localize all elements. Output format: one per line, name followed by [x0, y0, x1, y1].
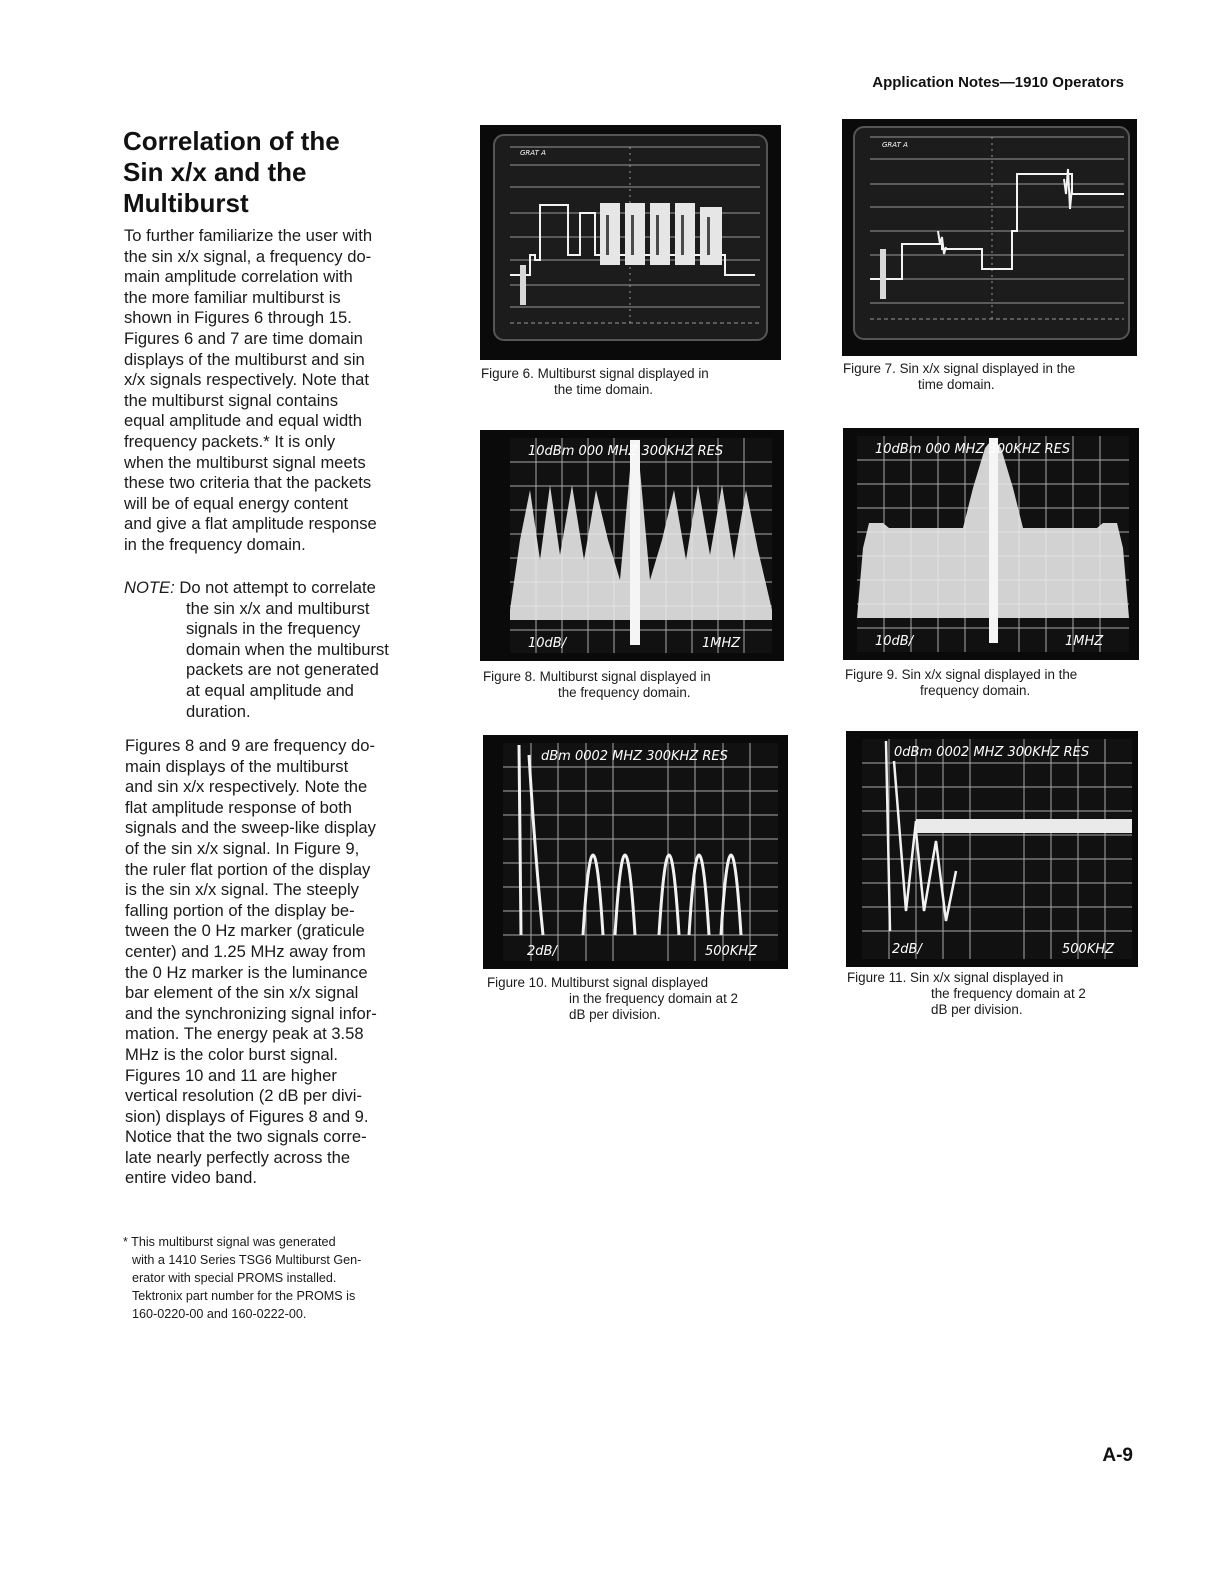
- scope-span-readout: 500KHZ: [705, 944, 758, 959]
- text-line: Figures 10 and 11 are higher: [125, 1065, 337, 1085]
- scope-scale-readout: 2dB/: [892, 942, 922, 957]
- figure-7-caption: [843, 361, 1075, 393]
- scope-span-readout: 1MHZ: [1065, 634, 1104, 649]
- text-line: domain when the multiburst: [186, 639, 389, 659]
- text-line: late nearly perfectly across the: [125, 1147, 351, 1167]
- scope-top-readout: 10dBm 000 MHZ 300KHZ RES: [528, 444, 724, 459]
- title-line: Sin x/x and the: [123, 157, 307, 187]
- caption-line: time domain.: [918, 377, 995, 392]
- text-line: MHz is the color burst signal.: [125, 1044, 339, 1064]
- text-line: is the sin x/x signal. The steeply: [125, 880, 359, 900]
- text-line: equal amplitude and equal width: [124, 411, 363, 431]
- figure-9-caption: [845, 667, 1077, 699]
- title-line: Multiburst: [123, 188, 249, 218]
- figure-10-scope-photo: [483, 735, 788, 969]
- text-line: erator with special PROMS installed.: [132, 1271, 337, 1285]
- text-line: entire video band.: [125, 1168, 257, 1188]
- text-line: the ruler flat portion of the display: [125, 859, 371, 879]
- text-line: and the synchronizing signal infor-: [125, 1003, 377, 1023]
- text-line: displays of the multiburst and sin: [124, 349, 365, 369]
- note-text: Do not attempt to correlate: [179, 578, 376, 597]
- figure-8-scope-photo: [480, 430, 784, 661]
- caption-line: dB per division.: [569, 1007, 661, 1022]
- caption-line: Figure 9. Sin x/x signal displayed in the: [845, 667, 1078, 682]
- text-line: packets are not generated: [186, 660, 379, 680]
- graticule-label: GRAT A: [520, 149, 546, 157]
- text-line: mation. The energy peak at 3.58: [125, 1024, 364, 1044]
- scope-scale-readout: 10dB/: [875, 634, 914, 649]
- section-title: [123, 126, 423, 219]
- text-line: flat amplitude response of both: [125, 797, 352, 817]
- text-line: * This multiburst signal was generated: [123, 1235, 336, 1249]
- running-header: Application Notes—1910 Operators: [872, 74, 1124, 91]
- scope-top-readout: dBm 0002 MHZ 300KHZ RES: [541, 749, 728, 764]
- text-line: falling portion of the display be-: [125, 900, 355, 920]
- caption-line: the time domain.: [554, 382, 653, 397]
- figure-11-scope-photo: [846, 731, 1138, 967]
- note-first-line: [124, 578, 389, 599]
- text-line: the more familiar multiburst is: [124, 287, 341, 307]
- figure-8-caption: [483, 669, 711, 701]
- text-line: when the multiburst signal meets: [124, 452, 366, 472]
- text-line: Figures 8 and 9 are frequency do-: [125, 736, 375, 755]
- graticule-label: GRAT A: [882, 141, 908, 149]
- note-block: [124, 578, 389, 722]
- text-line: main amplitude correlation with: [124, 267, 353, 287]
- scope-top-readout: 10dBm 000 MHZ 300KHZ RES: [875, 442, 1071, 457]
- text-line: Tektronix part number for the PROMS is: [132, 1289, 356, 1303]
- title-line: Correlation of the: [123, 126, 340, 156]
- caption-line: Figure 11. Sin x/x signal displayed in: [847, 970, 1064, 985]
- text-line: tween the 0 Hz marker (graticule: [125, 921, 365, 941]
- caption-line: Figure 10. Multiburst signal displayed: [487, 975, 709, 990]
- text-line: duration.: [186, 701, 251, 721]
- text-line: signals in the frequency: [186, 619, 361, 639]
- text-line: shown in Figures 6 through 15.: [124, 308, 352, 328]
- caption-line: Figure 8. Multiburst signal displayed in: [483, 669, 711, 684]
- text-line: in the frequency domain.: [124, 534, 306, 554]
- text-line: frequency packets.* It is only: [124, 431, 336, 451]
- text-line: vertical resolution (2 dB per divi-: [125, 1086, 363, 1106]
- text-line: x/x signals respectively. Note that: [124, 370, 370, 390]
- text-line: the multiburst signal contains: [124, 390, 338, 410]
- text-line: To further familiarize the user with: [124, 226, 373, 245]
- figure-6-caption: [481, 366, 709, 398]
- figure-9-scope-photo: [843, 428, 1139, 660]
- figure-10-caption: [487, 975, 738, 1023]
- text-line: the sin x/x and multiburst: [186, 598, 370, 618]
- scope-top-readout: 0dBm 0002 MHZ 300KHZ RES: [894, 745, 1090, 760]
- text-line: these two criteria that the packets: [124, 473, 372, 493]
- text-line: of the sin x/x signal. In Figure 9,: [125, 838, 360, 858]
- caption-line: frequency domain.: [920, 683, 1031, 698]
- text-line: 160-0220-00 and 160-0222-00.: [132, 1307, 307, 1321]
- caption-line: in the frequency domain at 2: [569, 991, 738, 1006]
- caption-line: dB per division.: [931, 1002, 1023, 1017]
- text-line: sion) displays of Figures 8 and 9.: [125, 1106, 369, 1126]
- caption-line: Figure 7. Sin x/x signal displayed in the: [843, 361, 1076, 376]
- figure-7-scope-photo: [842, 119, 1137, 356]
- figure-6-scope-photo: [480, 125, 781, 360]
- text-line: will be of equal energy content: [124, 493, 349, 513]
- figure-11-caption: [847, 970, 1086, 1018]
- text-line: signals and the sweep-like display: [125, 818, 376, 838]
- paragraph-frequency: [125, 736, 377, 1189]
- text-line: Notice that the two signals corre-: [125, 1127, 367, 1147]
- scope-scale-readout: 10dB/: [528, 636, 567, 651]
- text-line: center) and 1.25 MHz away from: [125, 941, 366, 961]
- text-line: at equal amplitude and: [186, 680, 354, 700]
- page-number: A-9: [1102, 1445, 1133, 1466]
- scope-scale-readout: 2dB/: [527, 944, 557, 959]
- text-line: the 0 Hz marker is the luminance: [125, 962, 368, 982]
- text-line: and give a flat amplitude response: [124, 514, 377, 534]
- scope-span-readout: 500KHZ: [1062, 942, 1115, 957]
- caption-line: the frequency domain at 2: [931, 986, 1086, 1001]
- text-line: Figures 6 and 7 are time domain: [124, 328, 363, 348]
- scope-span-readout: 1MHZ: [702, 636, 741, 651]
- text-line: the sin x/x signal, a frequency do-: [124, 246, 372, 266]
- text-line: bar element of the sin x/x signal: [125, 983, 359, 1003]
- text-line: main displays of the multiburst: [125, 756, 349, 776]
- text-line: with a 1410 Series TSG6 Multiburst Gen-: [132, 1253, 362, 1267]
- note-label: NOTE:: [124, 578, 175, 597]
- text-line: and sin x/x respectively. Note the: [125, 777, 368, 797]
- caption-line: Figure 6. Multiburst signal displayed in: [481, 366, 709, 381]
- paragraph-intro: [124, 226, 377, 556]
- caption-line: the frequency domain.: [558, 685, 691, 700]
- footnote: [123, 1233, 362, 1323]
